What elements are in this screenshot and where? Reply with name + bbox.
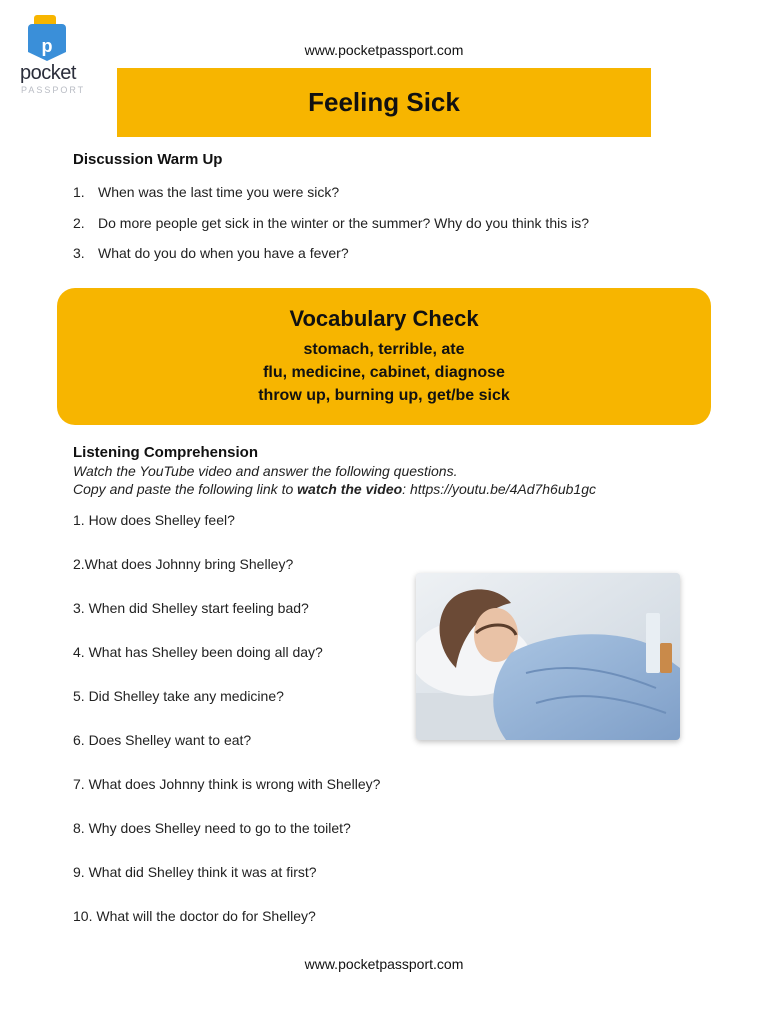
sick-woman-photo xyxy=(416,573,680,740)
list-item: 4. What has Shelley been doing all day? xyxy=(73,644,323,660)
list-item: 5. Did Shelley take any medicine? xyxy=(73,688,284,704)
page-title: Feeling Sick xyxy=(308,87,460,117)
svg-text:p: p xyxy=(41,36,53,56)
list-item: 9. What did Shelley think it was at first? xyxy=(73,864,317,880)
list-item: 1. How does Shelley feel? xyxy=(73,512,235,528)
list-item: 2. Do more people get sick in the winter or the summer? Why do you think this is? xyxy=(73,214,589,231)
question-list xyxy=(73,512,380,952)
logo-word: pocket xyxy=(20,62,76,84)
list-item: 8. Why does Shelley need to go to the toilet? xyxy=(73,820,351,836)
list-item: 10. What will the doctor do for Shelley? xyxy=(73,908,316,924)
site-url-header[interactable]: www.pocketpassport.com xyxy=(304,42,464,58)
listening-heading: Listening Comprehension xyxy=(73,444,259,461)
list-item: 7. What does Johnny think is wrong with Shelley? xyxy=(73,776,381,792)
list-item: 1. When was the last time you were sick? xyxy=(73,184,340,200)
vocabulary-heading: Vocabulary Check xyxy=(289,306,479,331)
site-url-footer[interactable]: www.pocketpassport.com xyxy=(304,956,464,972)
warmup-list xyxy=(73,184,589,276)
list-item: 3. When did Shelley start feeling bad? xyxy=(73,600,309,616)
list-item: 2.What does Johnny bring Shelley? xyxy=(73,556,294,572)
vocabulary-line: flu, medicine, cabinet, diagnose xyxy=(263,364,505,381)
list-item: 6. Does Shelley want to eat? xyxy=(73,732,252,748)
listening-instructions: Watch the YouTube video and answer the following questions. Copy and paste the following link to watch the video: https://youtu.be/4Ad7h6ub1gc xyxy=(73,463,596,497)
vocabulary-line: stomach, terrible, ate xyxy=(303,341,465,358)
title-banner xyxy=(117,68,651,137)
video-link[interactable]: : https://youtu.be/4Ad7h6ub1gc xyxy=(402,481,596,497)
vocabulary-box xyxy=(57,288,711,425)
list-item: 3. What do you do when you have a fever? xyxy=(73,245,349,261)
logo-subtitle: PASSPORT xyxy=(21,85,86,95)
warmup-heading: Discussion Warm Up xyxy=(73,151,223,168)
vocabulary-line: throw up, burning up, get/be sick xyxy=(258,387,510,404)
